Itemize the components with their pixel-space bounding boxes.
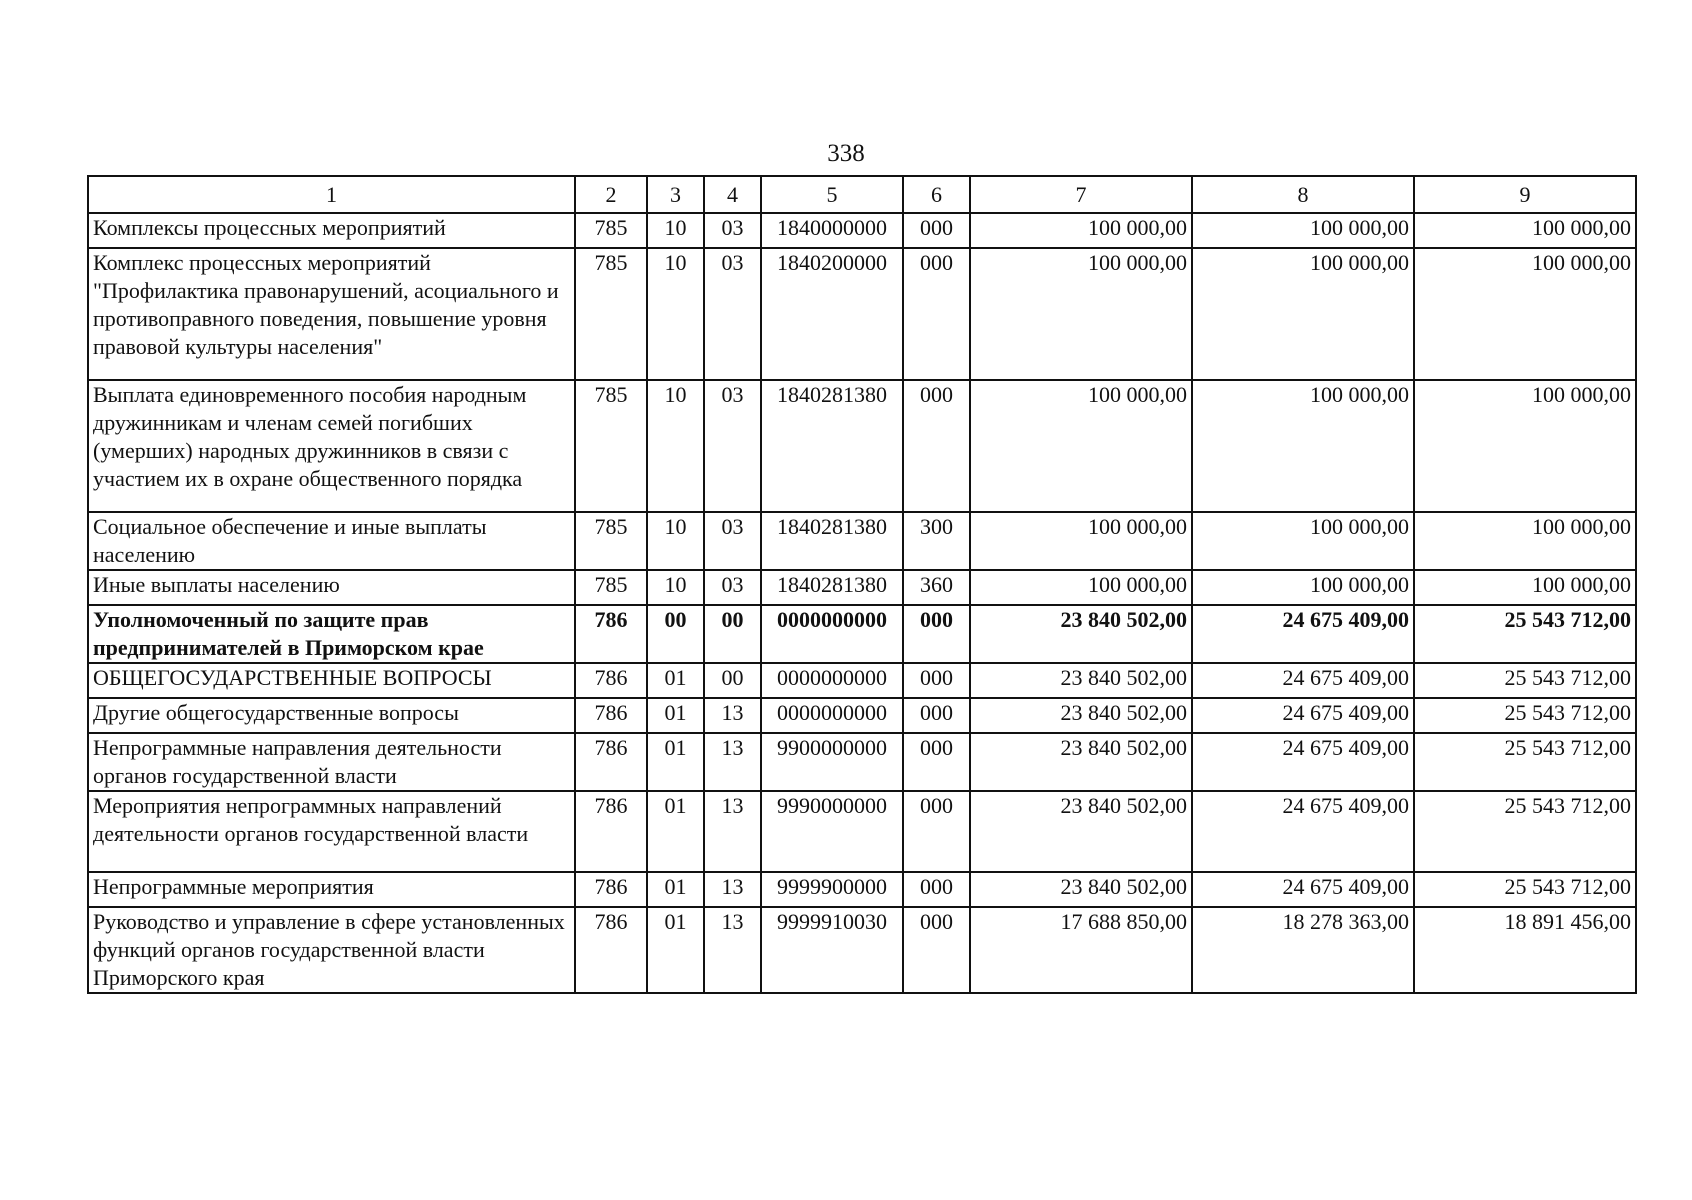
amount-col-7: 23 840 502,00 [970, 791, 1192, 872]
header-col-6: 6 [903, 176, 970, 213]
amount-col-8: 100 000,00 [1192, 213, 1414, 248]
code-subsection: 03 [704, 570, 761, 605]
code-target: 1840200000 [761, 248, 903, 380]
amount-col-9: 25 543 712,00 [1414, 791, 1636, 872]
code-target: 1840281380 [761, 570, 903, 605]
code-expense-type: 000 [903, 907, 970, 993]
item-name: Непрограммные мероприятия [88, 872, 575, 907]
header-row [88, 176, 1636, 213]
code-subsection: 13 [704, 791, 761, 872]
code-expense-type: 000 [903, 663, 970, 698]
code-subsection: 03 [704, 213, 761, 248]
code-admin: 786 [575, 733, 647, 791]
table-row [88, 605, 1636, 663]
amount-col-7: 100 000,00 [970, 248, 1192, 380]
amount-col-7: 100 000,00 [970, 380, 1192, 512]
page-number: 338 [827, 140, 865, 167]
code-admin: 786 [575, 663, 647, 698]
table-row [88, 248, 1636, 380]
amount-col-7: 100 000,00 [970, 213, 1192, 248]
code-admin: 785 [575, 380, 647, 512]
header-col-9: 9 [1414, 176, 1636, 213]
amount-col-7: 23 840 502,00 [970, 872, 1192, 907]
amount-col-9: 100 000,00 [1414, 248, 1636, 380]
table-row [88, 512, 1636, 570]
amount-col-8: 24 675 409,00 [1192, 698, 1414, 733]
table-row [88, 380, 1636, 512]
code-admin: 786 [575, 605, 647, 663]
table-row [88, 213, 1636, 248]
code-section: 10 [647, 380, 704, 512]
code-subsection: 03 [704, 512, 761, 570]
header-col-3: 3 [647, 176, 704, 213]
code-expense-type: 000 [903, 872, 970, 907]
code-expense-type: 360 [903, 570, 970, 605]
code-expense-type: 300 [903, 512, 970, 570]
code-admin: 785 [575, 213, 647, 248]
code-section: 10 [647, 248, 704, 380]
amount-col-9: 100 000,00 [1414, 570, 1636, 605]
amount-col-7: 100 000,00 [970, 570, 1192, 605]
code-admin: 786 [575, 907, 647, 993]
header-col-7: 7 [970, 176, 1192, 213]
amount-col-9: 100 000,00 [1414, 213, 1636, 248]
amount-col-8: 24 675 409,00 [1192, 791, 1414, 872]
code-section: 01 [647, 872, 704, 907]
item-name: ОБЩЕГОСУДАРСТВЕННЫЕ ВОПРОСЫ [88, 663, 575, 698]
code-subsection: 13 [704, 907, 761, 993]
code-admin: 786 [575, 791, 647, 872]
table-body [88, 213, 1636, 993]
header-col-5: 5 [761, 176, 903, 213]
code-subsection: 13 [704, 733, 761, 791]
item-name: Руководство и управление в сфере установленных функций органов государственной власти Приморского края [88, 907, 575, 993]
code-expense-type: 000 [903, 791, 970, 872]
code-subsection: 03 [704, 248, 761, 380]
budget-table [87, 175, 1637, 994]
code-target: 0000000000 [761, 698, 903, 733]
amount-col-9: 25 543 712,00 [1414, 872, 1636, 907]
code-target: 9999900000 [761, 872, 903, 907]
code-expense-type: 000 [903, 213, 970, 248]
table-row [88, 907, 1636, 993]
amount-col-8: 24 675 409,00 [1192, 605, 1414, 663]
amount-col-7: 23 840 502,00 [970, 605, 1192, 663]
code-subsection: 13 [704, 698, 761, 733]
code-section: 00 [647, 605, 704, 663]
table-row [88, 791, 1636, 872]
code-section: 01 [647, 907, 704, 993]
code-target: 1840281380 [761, 380, 903, 512]
amount-col-9: 25 543 712,00 [1414, 698, 1636, 733]
code-admin: 786 [575, 872, 647, 907]
item-name: Социальное обеспечение и иные выплаты населению [88, 512, 575, 570]
table-row [88, 733, 1636, 791]
code-subsection: 13 [704, 872, 761, 907]
code-expense-type: 000 [903, 698, 970, 733]
item-name: Выплата единовременного пособия народным дружинникам и членам семей погибших (умерших) народных дружинников в связи с участием их в охране общественного порядка [88, 380, 575, 512]
code-section: 10 [647, 512, 704, 570]
amount-col-9: 25 543 712,00 [1414, 663, 1636, 698]
code-target: 1840281380 [761, 512, 903, 570]
code-section: 01 [647, 733, 704, 791]
amount-col-7: 100 000,00 [970, 512, 1192, 570]
code-target: 9990000000 [761, 791, 903, 872]
table-row [88, 698, 1636, 733]
amount-col-9: 25 543 712,00 [1414, 605, 1636, 663]
amount-col-8: 18 278 363,00 [1192, 907, 1414, 993]
table-row [88, 872, 1636, 907]
item-name: Мероприятия непрограммных направлений деятельности органов государственной власти [88, 791, 575, 872]
code-target: 9900000000 [761, 733, 903, 791]
header-col-4: 4 [704, 176, 761, 213]
table-row [88, 570, 1636, 605]
code-target: 0000000000 [761, 663, 903, 698]
amount-col-9: 18 891 456,00 [1414, 907, 1636, 993]
code-expense-type: 000 [903, 733, 970, 791]
code-admin: 786 [575, 698, 647, 733]
amount-col-9: 100 000,00 [1414, 380, 1636, 512]
header-col-1: 1 [88, 176, 575, 213]
code-target: 9999910030 [761, 907, 903, 993]
table-row [88, 663, 1636, 698]
code-subsection: 00 [704, 605, 761, 663]
item-name: Другие общегосударственные вопросы [88, 698, 575, 733]
code-subsection: 00 [704, 663, 761, 698]
code-expense-type: 000 [903, 605, 970, 663]
amount-col-7: 23 840 502,00 [970, 663, 1192, 698]
item-name: Непрограммные направления деятельности органов государственной власти [88, 733, 575, 791]
amount-col-9: 25 543 712,00 [1414, 733, 1636, 791]
amount-col-8: 100 000,00 [1192, 380, 1414, 512]
item-name: Уполномоченный по защите прав предпринимателей в Приморском крае [88, 605, 575, 663]
amount-col-7: 23 840 502,00 [970, 698, 1192, 733]
amount-col-8: 24 675 409,00 [1192, 663, 1414, 698]
amount-col-8: 100 000,00 [1192, 248, 1414, 380]
amount-col-7: 17 688 850,00 [970, 907, 1192, 993]
code-section: 01 [647, 698, 704, 733]
code-subsection: 03 [704, 380, 761, 512]
amount-col-8: 24 675 409,00 [1192, 733, 1414, 791]
code-admin: 785 [575, 570, 647, 605]
amount-col-8: 100 000,00 [1192, 570, 1414, 605]
code-section: 01 [647, 663, 704, 698]
code-target: 1840000000 [761, 213, 903, 248]
header-col-8: 8 [1192, 176, 1414, 213]
code-section: 01 [647, 791, 704, 872]
item-name: Комплексы процессных мероприятий [88, 213, 575, 248]
code-section: 10 [647, 213, 704, 248]
item-name: Иные выплаты населению [88, 570, 575, 605]
amount-col-7: 23 840 502,00 [970, 733, 1192, 791]
code-expense-type: 000 [903, 380, 970, 512]
amount-col-8: 100 000,00 [1192, 512, 1414, 570]
code-expense-type: 000 [903, 248, 970, 380]
amount-col-8: 24 675 409,00 [1192, 872, 1414, 907]
code-admin: 785 [575, 512, 647, 570]
header-col-2: 2 [575, 176, 647, 213]
code-admin: 785 [575, 248, 647, 380]
item-name: Комплекс процессных мероприятий "Профилактика правонарушений, асоциального и противоправного поведения, повышение уровня правовой культуры населения" [88, 248, 575, 380]
code-section: 10 [647, 570, 704, 605]
amount-col-9: 100 000,00 [1414, 512, 1636, 570]
code-target: 0000000000 [761, 605, 903, 663]
